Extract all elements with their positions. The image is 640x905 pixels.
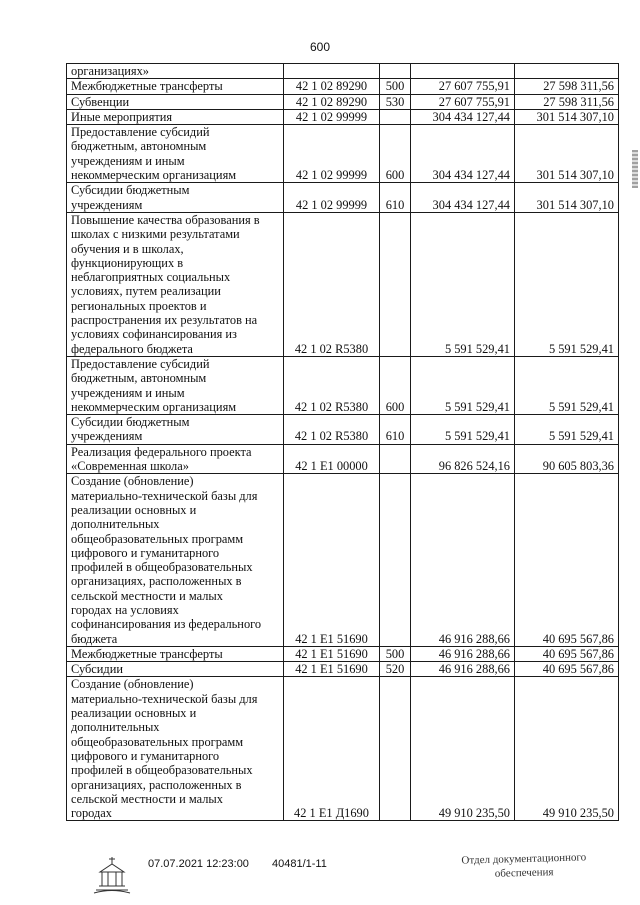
stamp-line-1: Отдел документационного [461, 851, 587, 867]
row-amount-exec-cell: 40 695 567,86 [515, 662, 619, 677]
row-expense-type-cell: 610 [380, 183, 411, 213]
row-amount-plan-cell: 304 434 127,44 [411, 125, 515, 183]
row-code-cell: 42 1 02 R5380 [284, 356, 380, 414]
row-amount-exec-cell: 27 598 311,56 [515, 79, 619, 94]
page-number: 600 [309, 40, 331, 54]
row-expense-type-cell: 530 [380, 94, 411, 109]
row-amount-plan-cell: 49 910 235,50 [411, 677, 515, 821]
row-name-cell: Субсидии [67, 662, 284, 677]
row-expense-type-cell [380, 474, 411, 647]
row-amount-exec-cell: 49 910 235,50 [515, 677, 619, 821]
table-row [67, 662, 619, 677]
row-amount-exec-cell: 301 514 307,10 [515, 125, 619, 183]
row-amount-exec-cell: 301 514 307,10 [515, 109, 619, 124]
row-name-cell: Предоставление субсидий бюджетным, автономным учреждениям и иным некоммерческим организациям [67, 356, 284, 414]
row-expense-type-cell: 600 [380, 125, 411, 183]
row-expense-type-cell: 500 [380, 79, 411, 94]
row-amount-exec-cell: 5 591 529,41 [515, 415, 619, 445]
table-row [67, 212, 619, 356]
table-row [67, 64, 619, 79]
row-code-cell: 42 1 02 99999 [284, 109, 380, 124]
row-amount-exec-cell: 5 591 529,41 [515, 212, 619, 356]
row-amount-plan-cell: 96 826 524,16 [411, 444, 515, 474]
row-amount-plan-cell: 46 916 288,66 [411, 474, 515, 647]
stamp-line-2: обеспечения [494, 866, 554, 880]
row-code-cell: 42 1 E1 51690 [284, 662, 380, 677]
row-name-cell: Повышение качества образования в школах с низкими результатами обучения и в школах, функционирующих в неблагоприятных социальных условиях, путем реализации региональных проектов и распространения их результатов на условиях софинансирования из федерального бюджета [67, 212, 284, 356]
table-row [67, 79, 619, 94]
row-name-cell: Межбюджетные трансферты [67, 79, 284, 94]
table-row [67, 415, 619, 445]
row-amount-plan-cell: 5 591 529,41 [411, 356, 515, 414]
table-row [67, 677, 619, 821]
table-row [67, 356, 619, 414]
row-code-cell: 42 1 02 99999 [284, 183, 380, 213]
table-row [67, 109, 619, 124]
row-name-cell: Субвенции [67, 94, 284, 109]
table-row [67, 646, 619, 661]
footer-datetime: 07.07.2021 12:23:00 [148, 858, 249, 870]
footer [0, 852, 640, 902]
row-name-cell: Межбюджетные трансферты [67, 646, 284, 661]
row-amount-plan-cell [411, 64, 515, 79]
row-amount-exec-cell: 27 598 311,56 [515, 94, 619, 109]
row-amount-exec-cell: 5 591 529,41 [515, 356, 619, 414]
row-code-cell: 42 1 E1 Д1690 [284, 677, 380, 821]
row-name-cell: Иные мероприятия [67, 109, 284, 124]
table-row [67, 474, 619, 647]
row-amount-plan-cell: 46 916 288,66 [411, 646, 515, 661]
row-amount-plan-cell: 5 591 529,41 [411, 415, 515, 445]
row-amount-plan-cell: 304 434 127,44 [411, 109, 515, 124]
row-expense-type-cell: 610 [380, 415, 411, 445]
emblem-logo [90, 852, 134, 896]
table-row [67, 444, 619, 474]
row-amount-exec-cell: 40 695 567,86 [515, 474, 619, 647]
footer-doc-number: 40481/1-11 [272, 858, 327, 870]
row-name-cell: организациях» [67, 64, 284, 79]
department-stamp [444, 850, 605, 882]
row-expense-type-cell: 600 [380, 356, 411, 414]
row-name-cell: Субсидии бюджетным учреждениям [67, 415, 284, 445]
row-expense-type-cell [380, 109, 411, 124]
row-amount-plan-cell: 46 916 288,66 [411, 662, 515, 677]
budget-table [66, 63, 619, 821]
row-code-cell: 42 1 02 99999 [284, 125, 380, 183]
row-code-cell: 42 1 E1 51690 [284, 646, 380, 661]
table-row [67, 183, 619, 213]
row-expense-type-cell [380, 212, 411, 356]
row-code-cell [284, 64, 380, 79]
scan-edge-mark [632, 150, 638, 188]
row-amount-exec-cell: 90 605 803,36 [515, 444, 619, 474]
row-code-cell: 42 1 E1 00000 [284, 444, 380, 474]
row-expense-type-cell: 500 [380, 646, 411, 661]
budget-table-body [67, 64, 619, 821]
row-code-cell: 42 1 02 89290 [284, 94, 380, 109]
table-row [67, 94, 619, 109]
row-code-cell: 42 1 02 R5380 [284, 415, 380, 445]
row-name-cell: Создание (обновление) материально-технической базы для реализации основных и дополнительных общеобразовательных программ цифрового и гуманитарного профилей в общеобразовательных организациях, расположенных в сельской местности и малых городах на условиях софинансирования из федерального бюджета [67, 474, 284, 647]
row-name-cell: Субсидии бюджетным учреждениям [67, 183, 284, 213]
row-amount-exec-cell: 301 514 307,10 [515, 183, 619, 213]
row-amount-plan-cell: 27 607 755,91 [411, 94, 515, 109]
row-name-cell: Реализация федерального проекта «Современная школа» [67, 444, 284, 474]
row-expense-type-cell [380, 677, 411, 821]
row-expense-type-cell: 520 [380, 662, 411, 677]
row-amount-plan-cell: 5 591 529,41 [411, 212, 515, 356]
row-code-cell: 42 1 E1 51690 [284, 474, 380, 647]
row-expense-type-cell [380, 444, 411, 474]
row-name-cell: Создание (обновление) материально-технической базы для реализации основных и дополнительных общеобразовательных программ цифрового и гуманитарного профилей в общеобразовательных организациях, расположенных в сельской местности и малых городах [67, 677, 284, 821]
table-row [67, 125, 619, 183]
row-code-cell: 42 1 02 89290 [284, 79, 380, 94]
row-expense-type-cell [380, 64, 411, 79]
row-amount-plan-cell: 27 607 755,91 [411, 79, 515, 94]
row-code-cell: 42 1 02 R5380 [284, 212, 380, 356]
row-amount-plan-cell: 304 434 127,44 [411, 183, 515, 213]
row-name-cell: Предоставление субсидий бюджетным, автономным учреждениям и иным некоммерческим организациям [67, 125, 284, 183]
row-amount-exec-cell [515, 64, 619, 79]
row-amount-exec-cell: 40 695 567,86 [515, 646, 619, 661]
